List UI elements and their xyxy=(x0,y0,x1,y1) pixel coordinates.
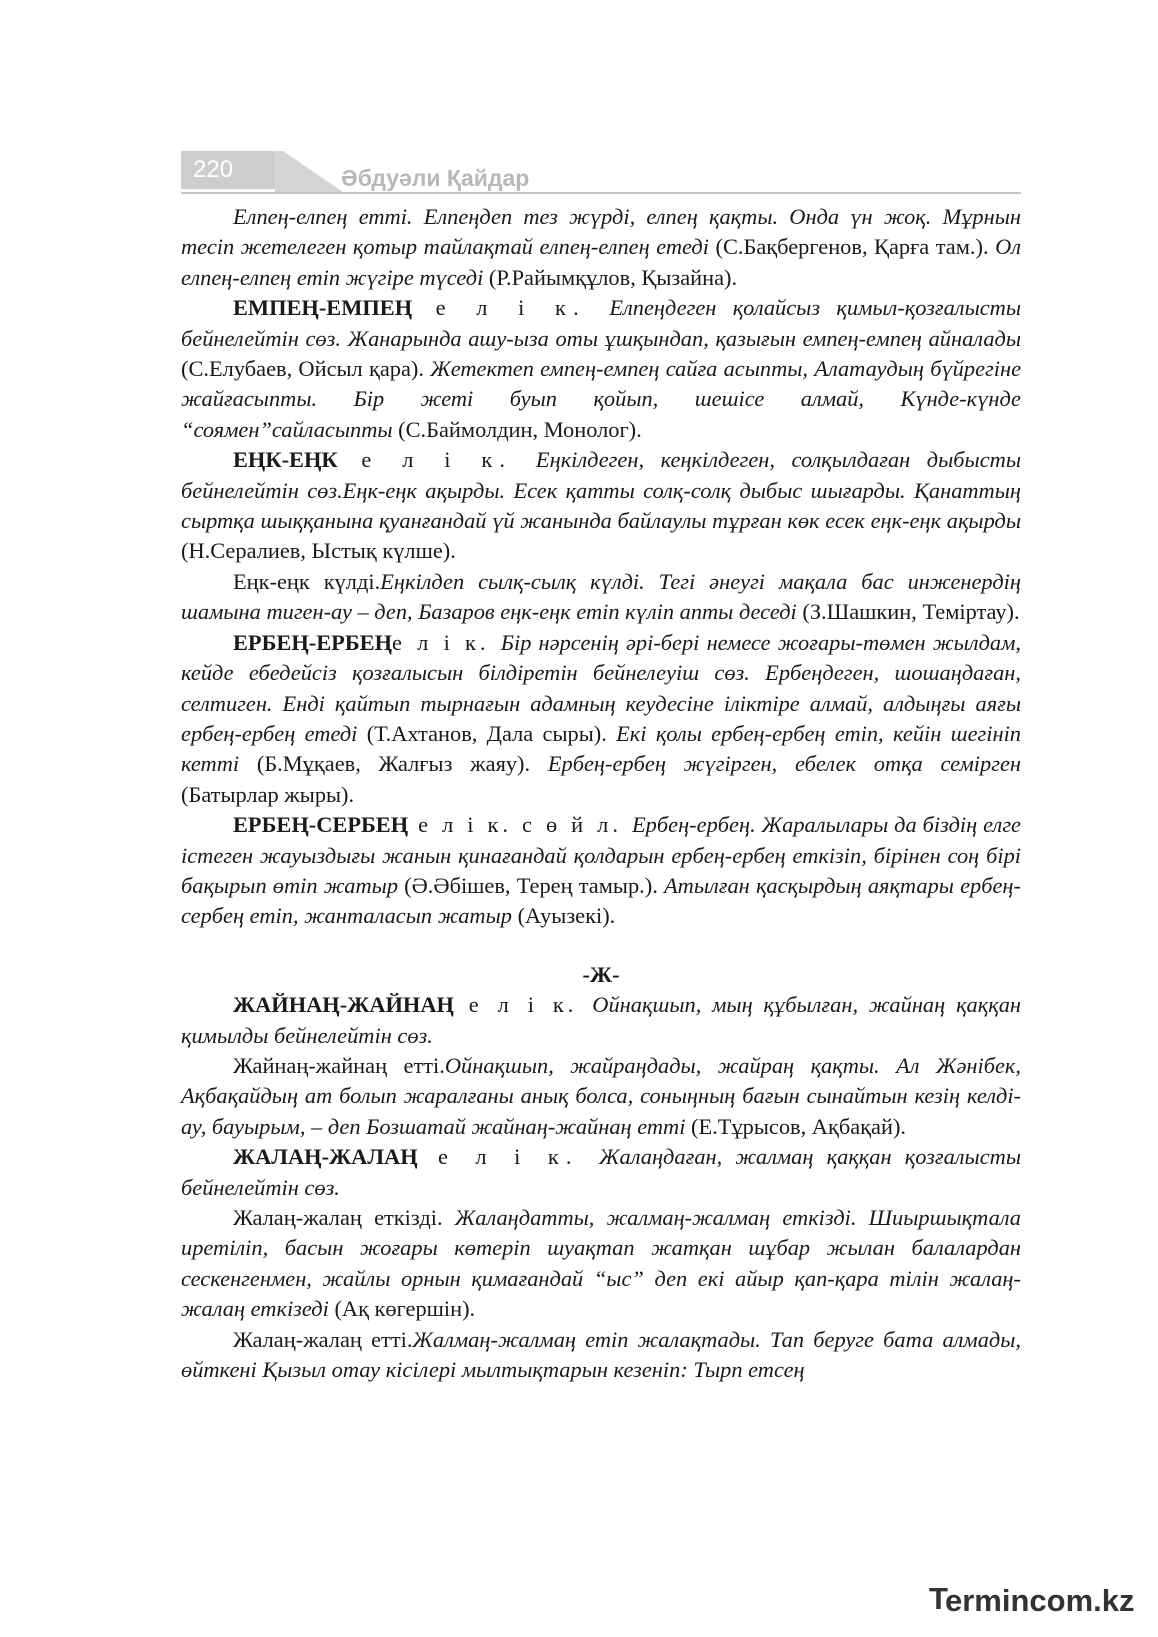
dictionary-paragraph xyxy=(181,1051,1021,1142)
grammar-label: е л і к. с ө й л. xyxy=(408,812,632,838)
definition-text: Еңкілдеген, кеңкілдеген, солқылдаған дыбысты бейнелейтін сөз.Еңк-еңк ақырды. Есек қатты солқ-солқ дыбыс шығарды. Қанаттың сыртқа шыққанына қуанғандай үй жанында байлаулы тұрған көк есек еңк-еңк ақырды xyxy=(181,447,1021,534)
definition-text: Жалаңдаған, жалмаң қаққан қозғалысты бейнелейтін сөз. xyxy=(181,1144,1021,1200)
definition-text: Елпеңдеген қолайсыз қимыл-қозғалысты бейнелейтін сөз. Жанарында ашу-ыза оты ұшқындап, қазығын емпең-емпең айналады xyxy=(181,295,1022,351)
definition-text: Жалмаң-жалмаң етіп жалақтады. Тап беруге бата алмады, өйткені Қызыл отау кісілері мылтықтарын кезеніп: Тырп етсең xyxy=(181,1326,1021,1383)
citation-text: Жалаң-жалаң еткізді. xyxy=(233,1205,455,1230)
definition-text: Елпең-елпең етті. Елпеңдеп тез жүрді, елпең қақты. Онда үн жоқ. Мұрнын тесіп жетелеген қотыр тайлақтай елпең-елпең етеді xyxy=(181,204,1021,260)
headword: ЕРБЕҢ-СЕРБЕҢ xyxy=(233,812,409,838)
headword: ЕҢК-ЕҢК xyxy=(233,447,338,473)
author-name: Әбдуәли Қайдар xyxy=(341,165,530,191)
citation-text: (Ә.Әбішев, Терең тамыр.). xyxy=(398,872,664,898)
dictionary-paragraph xyxy=(181,810,1021,932)
grammar-label: е л і к. xyxy=(417,1144,600,1170)
citation-text: (Батырлар жыры). xyxy=(181,781,355,807)
citation-text: (С.Баймолдин, Монолог). xyxy=(392,416,642,442)
citation-text: (Ауызекі). xyxy=(511,903,616,929)
watermark-text: ermincom.kz xyxy=(945,1583,1135,1618)
grammar-label: е л і к. xyxy=(337,447,536,473)
dictionary-paragraph xyxy=(181,293,1021,445)
definition-text: Ойнақшып, мың құбылған, жайнаң қаққан қимылды бейнелейтін сөз. xyxy=(181,992,1021,1048)
page-number: 220 xyxy=(181,151,275,189)
citation-text: (Р.Райымқұлов, Қызайна). xyxy=(483,264,738,290)
definition-text: Ербең-ербең. Жаралылары да біздің елге істеген жауыздығы жанын қинағандай қолдарын ербең-ербең еткізіп, бірінен соң бірі бақырып өтіп жатыр xyxy=(181,812,1021,898)
running-header xyxy=(181,151,1021,196)
definition-text: Атылған қасқырдың аяқтары ербең-сербең етіп, жанталасып жатыр xyxy=(181,872,1021,929)
dictionary-paragraph xyxy=(181,990,1021,1051)
grammar-label: е л і к. xyxy=(453,992,593,1018)
dictionary-paragraph xyxy=(181,628,1021,810)
dictionary-paragraph xyxy=(181,567,1021,628)
citation-text: Еңк-еңк күлді. xyxy=(233,568,381,594)
citation-text: (Б.Мұқаев, Жалғыз жаяу). xyxy=(239,751,548,777)
dictionary-paragraph xyxy=(181,445,1021,567)
citation-text: (З.Шашкин, Теміртау). xyxy=(796,599,1020,625)
definition-text: Жетектеп емпең-емпең сайға асыпты, Алатаудың бүйрегіне жайғасыпты. Бір жеті буып қойып, шешісе алмай, Күнде-күнде “соямен”сайласыпты xyxy=(181,356,1022,442)
citation-text: (Т.Ахтанов, Дала сыры). xyxy=(357,720,617,746)
grammar-label: е л і к. xyxy=(392,629,501,655)
headword: ЖАЛАҢ-ЖАЛАҢ xyxy=(233,1144,418,1170)
dictionary-text xyxy=(181,202,1021,1385)
definition-text: Еңкілдеп сылқ-сылқ күлді. Тегі әнеугі мақала бас инженердің шамына тиген-ау – деп, Базаров еңк-еңк етіп күліп апты деседі xyxy=(181,568,1021,625)
definition-text: Бір нәрсенің әрі-бері немесе жоғары-төмен жылдам, кейде ебедейсіз қозғалысын білдіретін бейнелеуіш сөз. Ербеңдеген, шошаңдаған, селтиген. Енді қайтып тырнағын адамның кеудесіне іліктіре алмай, алдыңғы аяғы ербең-ербең етеді xyxy=(181,629,1021,746)
citation-text: (С.Бақбергенов, Қарға там.). xyxy=(708,234,996,260)
dictionary-paragraph xyxy=(181,1142,1021,1203)
citation-text: (Ақ көгершін). xyxy=(328,1296,476,1322)
citation-text: Жалаң-жалаң етті. xyxy=(233,1326,413,1352)
watermark-t-letter: T xyxy=(929,1581,948,1616)
headword: -Ж- xyxy=(582,961,620,987)
section-letter xyxy=(181,960,1021,990)
grammar-label: е л і к. xyxy=(412,295,610,321)
definition-text: Ойнақшып, жайраңдады, жайраң қақты. Ал Жәнібек, Ақбақайдың ат болып жаралғаны анық болса, соныңның бағын сынайтын кезің келді-ау, бауырым, – деп Бозшатай жайнаң-жайнаң етті xyxy=(181,1052,1021,1139)
dictionary-paragraph xyxy=(181,202,1021,293)
headword: ЕМПЕҢ-ЕМПЕҢ xyxy=(233,295,413,321)
citation-text: (Е.Тұрысов, Ақбақай). xyxy=(685,1113,907,1139)
headword: ЕРБЕҢ-ЕРБЕҢ xyxy=(233,629,392,655)
dictionary-paragraph xyxy=(181,1203,1021,1325)
definition-text: Ол елпең-елпең етіп жүгіре түседі xyxy=(181,234,1021,290)
citation-text: Жайнаң-жайнаң етті. xyxy=(233,1052,445,1078)
definition-text: Жалаңдатты, жалмаң-жалмаң еткізді. Шиыршықтала иретіліп, басын жоғары көтеріп шуақтап жатқан шұбар жылан балалардан сескенгенмен, жайлы орнын қимағандай “ыс” деп екі айыр қап-қара тілін жалаң-жалаң еткізеді xyxy=(181,1205,1021,1322)
header-rule xyxy=(181,192,1021,194)
citation-text: (Н.Сералиев, Ыстық күлше). xyxy=(181,538,456,564)
definition-text: Екі қолы ербең-ербең етіп, кейін шегініп кетті xyxy=(181,720,1021,777)
watermark-logo xyxy=(929,1581,1135,1619)
header-wedge-decoration xyxy=(275,151,345,192)
definition-text: Ербең-ербең жүгірген, ебелек отқа семірген xyxy=(547,751,1021,777)
dictionary-paragraph xyxy=(181,1325,1021,1386)
citation-text: (С.Елубаев, Ойсыл қара). xyxy=(181,356,431,382)
headword: ЖАЙНАҢ-ЖАЙНАҢ xyxy=(233,992,454,1018)
